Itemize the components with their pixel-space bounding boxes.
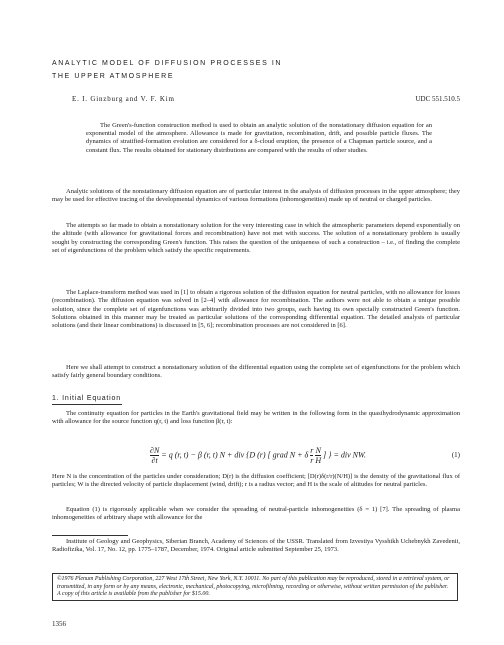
paragraph-2: The attempts so far made to obtain a nonstationary solution for the very interesting case in which the atmospheric parameters depend exponentially on the altitude (with allowance for gravitational forces and recombination) have not met with success. The solution of a nonstationary problem is usually sought by constructing the corresponding Green's function. This raises the question of the uniqueness of such a construction – i.e., of finding the complete set of eigenfunctions of the problem which satisfy the specific requirements. [52, 222, 460, 254]
section-underline [52, 404, 122, 405]
section-paragraph: The continuity equation for particles in the Earth's gravitational field may be written in the following form in the quasihydrodynamic approximation with allowance for the source function q(r, t) and loss function β(r, t): [52, 410, 460, 426]
institution-note: Institute of Geology and Geophysics, Siberian Branch, Academy of Sciences of the USSR. Translated from Izvestiya Vysshikh Uchebnykh Zavedenii, Radiofizika, Vol. 17, No. 12, pp. 1775–1787, December, 1974. Original article submitted September 25, 1973. [52, 538, 460, 554]
eq-n-fraction: $\frac{N}{H}$ [315, 446, 322, 465]
authors: E. I. Ginzburg and V. F. Kim [72, 95, 175, 103]
footnote-rule [52, 535, 128, 536]
paragraph-4: Here we shall attempt to construct a nonstationary solution of the differential equation using the complete set of eigenfunctions for the problem which satisfy fairly general boundary conditions. [52, 364, 460, 380]
abstract: The Green's-function construction method is used to obtain an analytic solution of the nonstationary diffusion equation for an exponential model of the atmosphere. Allowance is made for gravitation, recombination, drift, and possible particle fluxes. The dynamics of stratified-formation evolution are considered for a δ-cloud eruption, the presence of a Chapman particle source, and a constant flux. The results obtained for stationary distributions are compared with the results of other studies. [86, 122, 432, 154]
paragraph-1: Analytic solutions of the nonstationary diffusion equation are of particular interest in the analysis of diffusion processes in the upper atmosphere; they may be used for effective tracing of the developmental dynamics of various formations (inhomogeneities) made up of neutral or charged particles. [52, 188, 460, 204]
copyright-notice: ©1976 Plenum Publishing Corporation, 227 West 17th Street, New York, N.Y. 10011. No part of this publication may be reproduced, stored in a retrieval system, or transmitted, in any form or by any means, electronic, mechanical, photocopying, microfilming, recording or otherwise, without written permission of the publisher. A copy of this article is available from the publisher for $15.00. [52, 573, 458, 601]
equation-number: (1) [451, 451, 460, 459]
eq-lhs-fraction: $\frac{\partial N}{\partial t}$ [150, 446, 160, 465]
udc-code: UDC 551.510.5 [415, 95, 460, 103]
equation-1 [150, 446, 366, 465]
article-title-line-1: ANALYTIC MODEL OF DIFFUSION PROCESSES IN [52, 60, 283, 67]
equation-explanation: Here N is the concentration of the particles under consideration; D(r) is the diffusion coefficient; [D(r)δ(r/r)(N/H)] is the density of the gravitational flux of particles; W is the directed velocity of particle displacement (wind, drift); r is a radius vector; and H is the scale of altitudes for neutral particles. [52, 473, 460, 489]
paragraph-continuation: Equation (1) is rigorously applicable when we consider the spreading of neutral-particle inhomogeneities (δ = 1) [7]. The spreading of plasma inhomogeneities of arbitrary shape with allowance for the [52, 506, 460, 522]
section-heading: 1. Initial Equation [52, 395, 121, 402]
eq-rhs-part-a: = q (r, t) − β (r, t) N + div {D (r) [ grad N + δ [161, 450, 309, 460]
eq-r-fraction: $\frac{r}{r}$ [310, 446, 314, 465]
article-title-line-2: THE UPPER ATMOSPHERE [52, 73, 175, 80]
page-number: 1356 [52, 620, 66, 628]
eq-rhs-part-b: ] } = div NW. [323, 450, 366, 460]
paragraph-3: The Laplace-transform method was used in [1] to obtain a rigorous solution of the diffusion equation for neutral particles, with no allowance for losses (recombination). The diffusion equation was solved in [2–4] with allowance for recombination. The authors were not able to obtain a unique possible solution, since the complete set of eigenfunctions was arbitrarily divided into two groups, each having its own specially constructed Green's function. Solutions obtained in this manner may be treated as particular solutions of the corresponding differential equation. The detailed analysis of particular solutions (and their linear combinations) is discussed in [5, 6]; recombination processes are not considered in [6]. [52, 289, 460, 330]
